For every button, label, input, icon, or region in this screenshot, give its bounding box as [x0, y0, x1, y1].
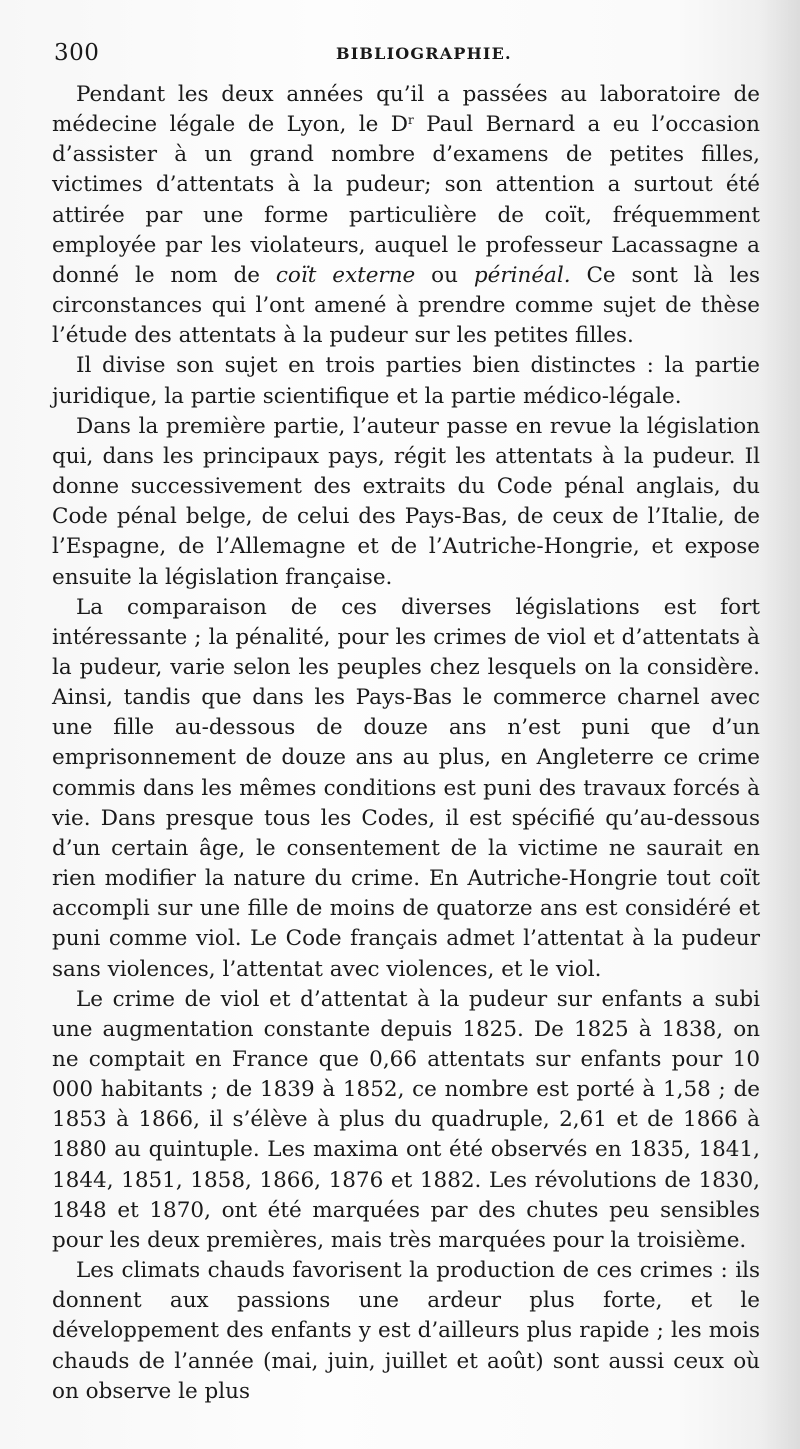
paragraph-1-text-c: ou [415, 262, 474, 288]
page-header [54, 40, 760, 76]
paragraph-1 [52, 80, 760, 351]
page-gutter-shadow [760, 0, 800, 1449]
page-number: 300 [54, 40, 100, 66]
paragraph-1-text-a: Pendant les deux années qu’il a passées au laboratoire de médecine légale de Lyon, le D [52, 82, 760, 138]
paragraph-5: Le crime de viol et d’attentat à la pudeur sur enfants a subi une augmentation constante depuis 1825. De 1825 à 1838, on ne comptait en France que 0,66 attentats sur enfants pour 10 000 habitants ; de 1839 à 1852, ce nombre est porté à 1,58 ; de 1853 à 1866, il s’élève à plus du quadruple, 2,61 et de 1866 à 1880 au quintuple. Les maxima ont été observés en 1835, 1841, 1844, 1851, 1858, 1866, 1876 et 1882. Les révolutions de 1830, 1848 et 1870, ont été marquées par des chutes peu sensibles pour les deux premières, mais très marquées pour la troisième. [52, 986, 760, 1253]
paragraph-1-text-b: Paul Bernard a eu l’occasion d’assister à un grand nombre d’examens de petites filles, victimes d’attentats à la pudeur; son attention a surtout été attirée par une forme particulière de coït, fréquemment employée par les violateurs, auquel le professeur Lacassagne a donné le nom de [52, 112, 760, 288]
paragraph-4: La comparaison de ces diverses législations est fort intéressante ; la pénalité, pour les crimes de viol et d’attentats à la pudeur, varie selon les peuples chez lesquels on la considère. Ainsi, tandis que dans les Pays-Bas le commerce charnel avec une fille au-dessous de douze ans n’est puni que d’un emprisonnement de douze ans au plus, en Angleterre ce crime commis dans les mêmes conditions est puni des travaux forcés à vie. Dans presque tous les Codes, il est spécifié qu’au-dessous d’un certain âge, le consentement de la victime ne saurait en rien modifier la nature du crime. En Autriche-Hongrie tout coït accompli sur une fille de moins de quatorze ans est considéré et puni comme viol. Le Code français admet l’attentat à la pudeur sans violences, l’attentat avec violences, et le viol. [52, 594, 760, 982]
paragraph-6: Les climats chauds favorisent la production de ces crimes : ils donnent aux passions une ardeur plus forte, et le développement des enfants y est d’ailleurs plus rapide ; les mois chauds de l’année (mai, juin, juillet et août) sont aussi ceux où on observe le plus [52, 1258, 760, 1404]
paragraph-3: Dans la première partie, l’auteur passe en revue la législation qui, dans les principaux pays, régit les attentats à la pudeur. Il donne successivement des extraits du Code pénal anglais, du Code pénal belge, de celui des Pays-Bas, de ceux de l’Italie, de l’Espagne, de l’Allemagne et de l’Autriche-Hongrie, et expose ensuite la législation française. [52, 413, 760, 590]
paragraph-1-text-d: Ce sont là les circonstances qui l’ont amené à prendre comme sujet de thèse l’étude des attentats à la pudeur sur les petites filles. [52, 262, 761, 349]
title-abbreviation-superscript: r [407, 113, 414, 128]
italic-term-coit-externe: coït externe [275, 262, 416, 288]
body-text [52, 80, 760, 1407]
running-head: BIBLIOGRAPHIE. [336, 44, 512, 63]
paragraph-2: Il divise son sujet en trois parties bien distinctes : la partie juridique, la partie scientifique et la partie médico-légale. [52, 353, 760, 409]
italic-term-perineal: périnéal. [473, 262, 571, 288]
